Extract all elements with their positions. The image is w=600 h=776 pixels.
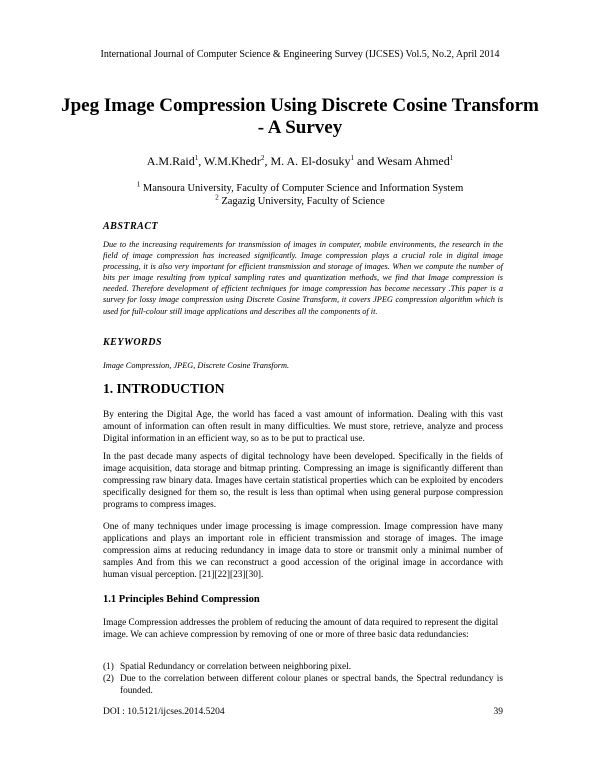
author-name: W.M.Khedr <box>204 154 261 168</box>
keywords-text: Image Compression, JPEG, Discrete Cosine Transform. <box>103 361 290 370</box>
abstract-text: Due to the increasing requirements for transmission of images in computer, mobile environments, the research in the field of image compression has increased significantly. Image compression plays a crucial role in digital image processing, it is also very important for efficient transmission and storage of images. When we compute the number of bits per image resulting from typical sampling rates and quantization methods, we find that Image compression is needed. Therefore development of efficient techniques for image compression has become necessary .This paper is a survey for lossy image compression using Discrete Cosine Transform, it covers JPEG compression algorithm which is used for full-colour still image applications and describes all the components of it. <box>103 240 503 316</box>
author-affiliation-mark: 1 <box>194 154 199 162</box>
author-affiliation-mark: 2 <box>260 154 265 162</box>
keywords-heading: KEYWORDS <box>103 337 163 348</box>
body-paragraph: By entering the Digital Age, the world has faced a vast amount of information. Dealing with this vast amount of information can often result in many difficulties. We must store, retrieve, analyze and process Digital information in an efficient way, so as to be put to practical use. <box>103 410 503 444</box>
author-affiliation-mark: 1 <box>449 154 454 162</box>
page-number: 39 <box>493 707 503 717</box>
list-number: (2) <box>103 674 114 684</box>
list-text: Spatial Redundancy or correlation between neighboring pixel. <box>120 662 352 672</box>
journal-header: International Journal of Computer Science & Engineering Survey (IJCSES) Vol.5, No.2, April 2014 <box>100 49 500 60</box>
list-text: Due to the correlation between different colour planes or spectral bands, the Spectral redundancy is founded. <box>120 674 503 696</box>
section-heading-introduction: 1. INTRODUCTION <box>103 381 225 396</box>
subsection-heading: 1.1 Principles Behind Compression <box>103 594 260 605</box>
body-paragraph: One of many techniques under image processing is image compression. Image compression have many applications and plays an important role in efficient transmission and storage of images. The image compression aims at reducing redundancy in image data to store or transmit only a minimal number of samples And from this we can reconstruct a good accession of the original image in accordance with human visual perception. [21][22][23][30]. <box>103 522 503 580</box>
author-name: M. A. El-dosuky <box>270 154 351 168</box>
affiliation: $^1$ Mansoura University, Faculty of Computer Science and Information System <box>136 180 464 194</box>
abstract-heading: ABSTRACT <box>103 221 159 232</box>
list-item <box>103 661 503 673</box>
doi-footer: DOI : 10.5121/ijcses.2014.5204 <box>103 707 225 717</box>
author-affiliation-mark: 1 <box>350 154 354 162</box>
body-paragraph: Image Compression addresses the problem of reducing the amount of data required to represent the digital image. We can achieve compression by removing of one or more of three basic data redundancies: <box>103 618 499 640</box>
paper-title: Jpeg Image Compression Using Discrete Cosine Transform - A Survey <box>61 95 539 138</box>
author-name: A.M.Raid <box>146 154 195 168</box>
author-name: Wesam Ahmed <box>377 154 450 168</box>
affiliation: $^2$ Zagazig University, Faculty of Science <box>215 193 385 207</box>
author-list: A.M.Raid$^1$, W.M.Khedr$^2$, M. A. El-dosuky$^1$ and Wesam Ahmed$^1$ <box>146 154 454 168</box>
list-item <box>103 673 503 697</box>
body-paragraph: In the past decade many aspects of digital technology have been developed. Specifically in the fields of image acquisition, data storage and bitmap printing. Compressing an image is significantly different than compressing raw binary data. Images have certain statistical properties which can be exploited by encoders specifically designed for them so, the result is less than optimal when using general purpose compression programs to compress images. <box>103 452 503 510</box>
list-number: (1) <box>103 662 114 672</box>
